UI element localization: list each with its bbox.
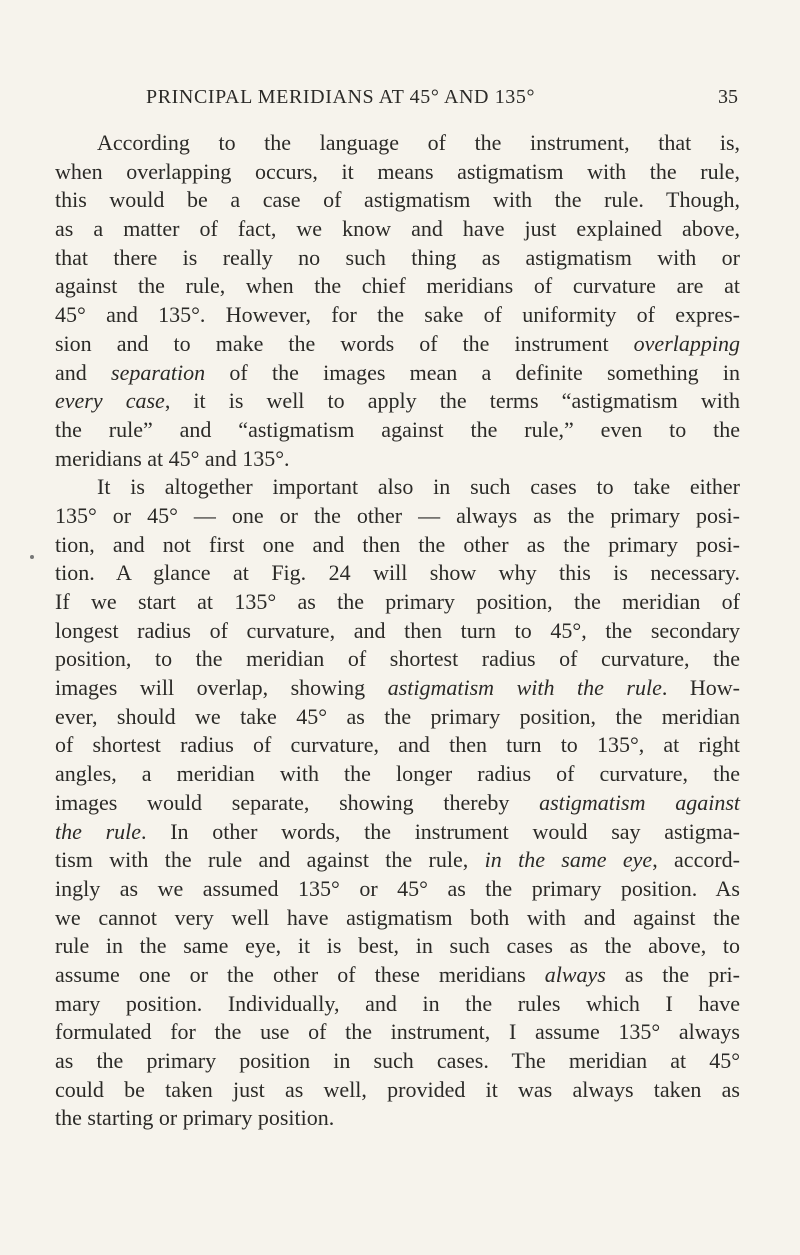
page-number: 35 xyxy=(718,86,738,108)
text-line: as a matter of fact, we know and have just explained above, xyxy=(55,216,740,242)
italic-term: astigmatism against xyxy=(539,789,741,815)
text-line: against the rule, when the chief meridians of curvature are at xyxy=(55,273,740,299)
text-line: ingly as we assumed 135° or 45° as the primary position. As xyxy=(55,875,740,901)
italic-term: in the same eye xyxy=(484,847,653,873)
text-line: rule in the same eye, it is best, in such cases as the above, to xyxy=(55,933,740,959)
text-line: tism with the rule and against the rule, in the same eye, accord- xyxy=(55,847,740,873)
text-line: 135° or 45° — one or the other — always as the primary posi- xyxy=(55,502,740,528)
text-line: this would be a case of astigmatism with the rule. Though, xyxy=(55,187,740,213)
text-line: images would separate, showing thereby astigmatism against xyxy=(55,789,741,815)
text-line: tion, and not first one and then the other as the primary posi- xyxy=(55,531,740,557)
body-text xyxy=(55,129,740,1133)
margin-dot-mark xyxy=(30,555,34,559)
text-line: longest radius of curvature, and then turn to 45°, the secondary xyxy=(55,617,740,643)
text-line: we cannot very well have astigmatism both with and against the xyxy=(55,904,740,930)
text-line: the starting or primary position. xyxy=(55,1105,335,1131)
text-line: position, to the meridian of shortest radius of curvature, the xyxy=(55,646,740,672)
italic-term: astigmatism with the rule xyxy=(387,675,662,701)
text-line: angles, a meridian with the longer radius of curvature, the xyxy=(55,761,740,787)
running-head-title: PRINCIPAL MERIDIANS AT 45° AND 135° xyxy=(146,86,536,108)
running-head xyxy=(146,86,738,114)
italic-term: always xyxy=(544,961,606,987)
text-line: sion and to make the words of the instrument overlapping xyxy=(55,330,740,356)
text-line: formulated for the use of the instrument, I assume 135° always xyxy=(55,1019,740,1045)
text-line: meridians at 45° and 135°. xyxy=(55,445,290,471)
text-line: According to the language of the instrument, that is, xyxy=(97,130,740,155)
text-line: the rule. In other words, the instrument would say astigma- xyxy=(55,818,740,844)
text-line: images will overlap, showing astigmatism with the rule. How- xyxy=(55,675,740,701)
text-line: assume one or the other of these meridians always as the pri- xyxy=(55,961,740,987)
text-line: and separation of the images mean a definite something in xyxy=(55,359,740,385)
text-line: as the primary position in such cases. The meridian at 45° xyxy=(55,1048,740,1073)
italic-term: the rule xyxy=(55,818,142,844)
italic-term: every case xyxy=(55,388,165,414)
text-line: could be taken just as well, provided it was always taken as xyxy=(55,1076,740,1102)
text-line: If we start at 135° as the primary position, the meridian of xyxy=(55,589,740,614)
italic-term: overlapping xyxy=(633,330,740,356)
text-line: of shortest radius of curvature, and then turn to 135°, at right xyxy=(55,732,740,758)
text-line: the rule” and “astigmatism against the rule,” even to the xyxy=(55,416,740,442)
text-line: 45° and 135°. However, for the sake of uniformity of expres- xyxy=(55,302,740,328)
text-line: mary position. Individually, and in the rules which I have xyxy=(55,990,740,1016)
text-line: that there is really no such thing as astigmatism with or xyxy=(55,244,740,270)
italic-term: separation xyxy=(111,359,206,385)
text-line: every case, it is well to apply the terms “astigmatism with xyxy=(55,388,740,414)
text-line: tion. A glance at Fig. 24 will show why this is necessary. xyxy=(55,560,740,586)
text-line: when overlapping occurs, it means astigmatism with the rule, xyxy=(55,158,740,184)
text-line: ever, should we take 45° as the primary position, the meridian xyxy=(55,703,740,729)
text-line: It is altogether important also in such cases to take either xyxy=(97,474,740,500)
